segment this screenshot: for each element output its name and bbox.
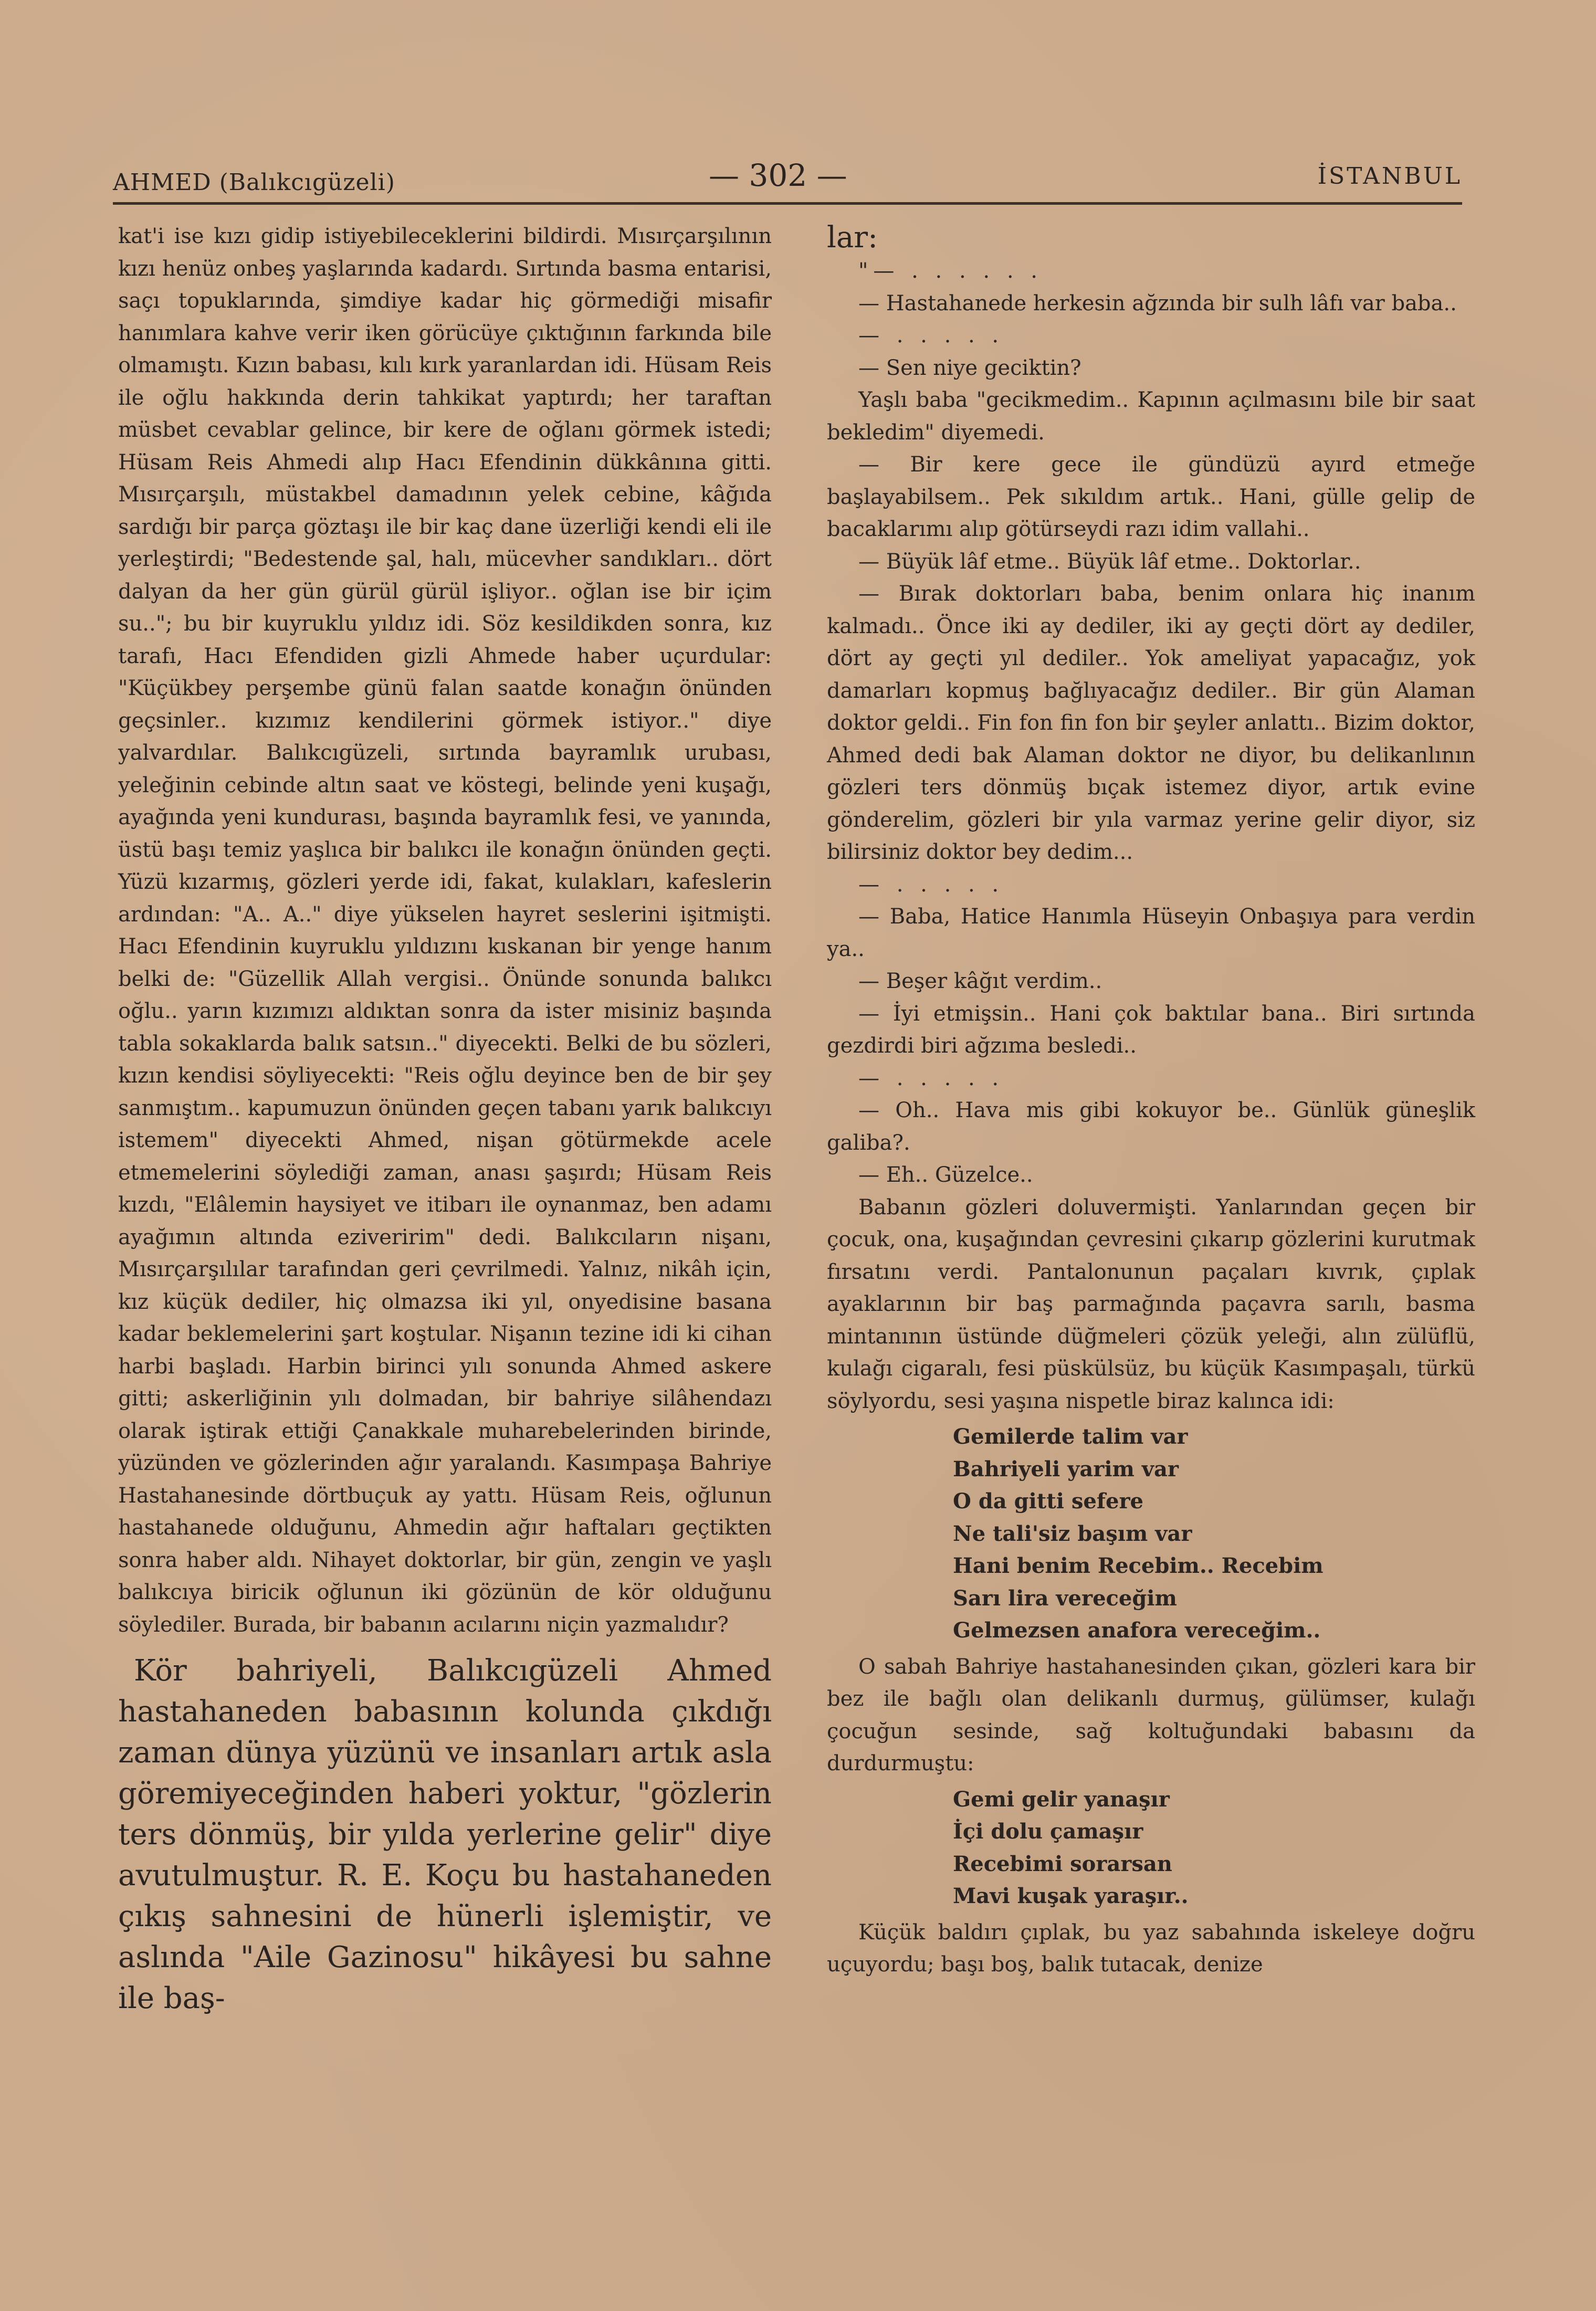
song-line: İçi dolu çamaşır <box>953 1819 1143 1844</box>
song-line: Bahriyeli yarim var <box>953 1456 1179 1482</box>
narrative-paragraph: Küçük baldırı çıplak, bu yaz sabahında iskeleye doğru uçuyordu; başı boş, balık tutacak, denize <box>827 1920 1475 1977</box>
running-header <box>113 157 1462 199</box>
dialogue-line: — Sen niye geciktin? <box>858 355 1082 380</box>
song-line: Gelmezsen anafora vereceğim.. <box>953 1618 1321 1643</box>
header-rule <box>113 202 1462 205</box>
dialogue-line: — Hastahanede herkesin ağzında bir sulh lâfı var baba.. <box>858 291 1457 316</box>
page-number: — 302 — <box>709 157 847 193</box>
dialogue-line: "— . . . . . . <box>858 259 1043 283</box>
dialogue-line: — . . . . . <box>858 323 1004 348</box>
song-line: Ne tali'siz başım var <box>953 1521 1192 1546</box>
song-line: Recebimi sorarsan <box>953 1851 1172 1876</box>
song-line: O da gitti sefere <box>953 1489 1143 1514</box>
song-line: Hani benim Recebim.. Recebim <box>953 1553 1324 1578</box>
dialogue-line: — Büyük lâf etme.. Büyük lâf etme.. Doktorlar.. <box>858 549 1361 574</box>
right-column <box>827 220 1475 1981</box>
narrative-paragraph: O sabah Bahriye hastahanesinden çıkan, gözleri kara bir bez ile bağlı olan delikanlı durmuş, gülümser, kulağı çocuğun sesinde, sağ koltuğundaki babasını da durdurmuştu: <box>827 1654 1475 1776</box>
body-paragraph: kat'i ise kızı gidip istiyebileceklerini bildirdi. Mısırçarşılının kızı henüz onbeş yaşlarında kadardı. Sırtında basma entarisi, saçı topuklarında, şimdiye kadar hiç görmediği misafir hanımlara kahve verir iken görücüye çıktığının farkında bile olmamıştı. Kızın babası, kılı kırk yaranlardan idi. Hüsam Reis ile oğlu hakkında derin tahkikat yaptırdı; her taraftan müsbet cevablar gelince, bir kere de oğlanı görmek istedi; Hüsam Reis Ahmedi alıp Hacı Efendinin dükkânına gitti. Mısırçarşılı, müstakbel damadının yelek cebine, kâğıda sardığı bir parça göztaşı ile bir kaç dane üzerliği kendi eli ile yerleştirdi; "Bedestende şal, halı, mücevher sandıkları.. dört dalyan da her gün gürül gürül işliyor.. oğlan ise bir içim su.."; bu bir kuyruklu yıldız idi. Söz kesildikden sonra, kız tarafı, Hacı Efendiden gizli Ahmede haber uçurdular: "Küçükbey perşembe günü falan saatde konağın önünden geçsinler.. kızımız kendilerini görmek istiyor.." diye yalvardılar. Balıkcıgüzeli, sırtında bayramlık urubası, yeleğinin cebinde altın saat ve köstegi, belinde yeni kuşağı, ayağında yeni kundurası, başında bayramlık fesi, ve yanında, üstü başı temiz yaşlıca bir balıkcı ile konağın önünden geçti. Yüzü kızarmış, gözleri yerde idi, fakat, kulakları, kafeslerin ardından: "A.. A.." diye yükselen hayret seslerini işitmişti. Hacı Efendinin kuyruklu yıldızını kıskanan bir yenge hanım belki de: "Güzellik Allah vergisi.. Önünde sonunda balıkcı oğlu.. yarın kızımızı aldıktan sonra da ister misiniz başında tabla sokaklarda balık satsın.." diyecekti. Belki de bu sözleri, kızın kendisi söyliyecekti: "Reis oğlu deyince ben de bir şey sanmıştım.. kapumuzun önünden geçen tabanı yarık balıkcıyı istemem" diyecekti Ahmed, nişan götürmekde acele etmemelerini söylediği zaman, anası şaşırdı; Hüsam Reis kızdı, "Elâlemin haysiyet ve itibarı ile oynanmaz, ben adamı ayağımın altında eziveririm" dedi. Balıkcıların nişanı, Mısırçarşılılar tarafından geri çevrilmedi. Yalnız, nikâh için, kız küçük dediler, hiç olmazsa iki yıl, onyedisine basana kadar beklemelerini şart koştular. Nişanın tezine idi ki cihan harbi başladı. Harbin birinci yılı sonunda Ahmed askere gitti; askerliğinin yılı dolmadan, bir bahriye silâhendazı olarak iştirak ettiği Çanakkale muharebelerinden birinde, yüzünden ve gözlerinden ağır yaralandı. Kasımpaşa Bahriye Hastahanesinde dörtbuçuk ay yattı. Hüsam Reis, oğlunun hastahanede olduğunu, Ahmedin ağır haftaları geçtikten sonra haber aldı. Nihayet doktorlar, bir gün, zengin ve yaşlı balıkcıya biricik oğlunun iki gözünün de kör olduğunu söylediler. Burada, bir babanın acılarını niçin yazmalıdır? <box>118 224 772 1637</box>
dialogue-line: — Beşer kâğıt verdim.. <box>858 969 1102 993</box>
dialogue-line: — Baba, Hatice Hanımla Hüseyin Onbaşıya para verdin ya.. <box>827 905 1475 961</box>
dialogue-line: — Bir kere gece ile gündüzü ayırd etmeğe başlayabilsem.. Pek sıkıldım artık.. Hani, gülle gelip de bacaklarımı alıp götürseydi razı idim vallahi.. <box>827 453 1475 541</box>
dialogue-line: — . . . . . <box>858 1066 1004 1090</box>
dialogue-line: — Bırak doktorları baba, benim onlara hiç inanım kalmadı.. Önce iki ay dediler, iki ay geçti dört ay dediler, dört ay geçti yıl dediler.. Yok ameliyat yapacağız, yok damarları kopmuş bağlıyacağız dediler.. Bir gün Alaman doktor geldi.. Fin fon fin fon bir şeyler anlattı.. Bizim doktor, Ahmed dedi bak Alaman doktor ne diyor, bu delikanlının gözleri ters dönmüş bıçak istemez diyor, artık evine gönderelim, gözleri bir yıla varmaz yerine gelir diyor, siz bilirsiniz doktor bey dedim... <box>827 582 1475 864</box>
dialogue-line: — . . . . . <box>858 872 1004 897</box>
dialogue-line: — Eh.. Güzelce.. <box>858 1163 1033 1187</box>
header-title: AHMED (Balıkcıgüzeli) <box>113 169 395 196</box>
song-verse-1 <box>827 1421 1475 1647</box>
dialogue-line: — Oh.. Hava mis gibi kokuyor be.. Günlük güneşlik galiba?. <box>827 1098 1475 1155</box>
song-line: Gemi gelir yanaşır <box>953 1787 1170 1812</box>
continued-word: lar: <box>827 220 878 255</box>
intro-paragraph: Kör bahriyeli, Balıkcıgüzeli Ahmed hastahaneden babasının kolunda çıkdığı zaman dünya yüzünü ve insanları artık asla göremiyeceğinden haberi yoktur, "gözlerin ters dönmüş, bir yılda yerlerine gelir" diye avutulmuştur. R. E. Koçu bu hastahaneden çıkış sahnesini de hünerli işlemiştir, ve aslında "Aile Gazinosu" hikâyesi bu sahne ile baş- <box>118 1654 772 2015</box>
narrative-paragraph: Babanın gözleri doluvermişti. Yanlarından geçen bir çocuk, ona, kuşağından çevresini çıkarıp gözlerini kurutmak fırsatını verdi. Pantalonunun paçaları kıvrık, çıplak ayaklarının bir baş parmağında paçavra sarılı, basma mintanının üstünde düğmeleri çözük yeleği, alın zülüflü, kulağı cigaralı, fesi püskülsüz, bu küçük Kasımpaşalı, türkü söylyordu, sesi yaşına nispetle biraz kalınca idi: <box>827 1195 1475 1413</box>
song-line: Mavi kuşak yaraşır.. <box>953 1884 1189 1908</box>
song-verse-2 <box>827 1783 1475 1913</box>
dialogue-line: — İyi etmişsin.. Hani çok baktılar bana.. Biri sırtında gezdirdi biri ağzıma besledi.. <box>827 1001 1475 1058</box>
dialogue-line: Yaşlı baba "gecikmedim.. Kapının açılmasını bile bir saat bekledim" diyemedi. <box>827 388 1475 445</box>
header-publication: İSTANBUL <box>1317 163 1462 190</box>
song-line: Gemilerde talim var <box>953 1424 1188 1449</box>
left-column <box>118 220 772 2019</box>
song-line: Sarı lira vereceğim <box>953 1585 1177 1611</box>
